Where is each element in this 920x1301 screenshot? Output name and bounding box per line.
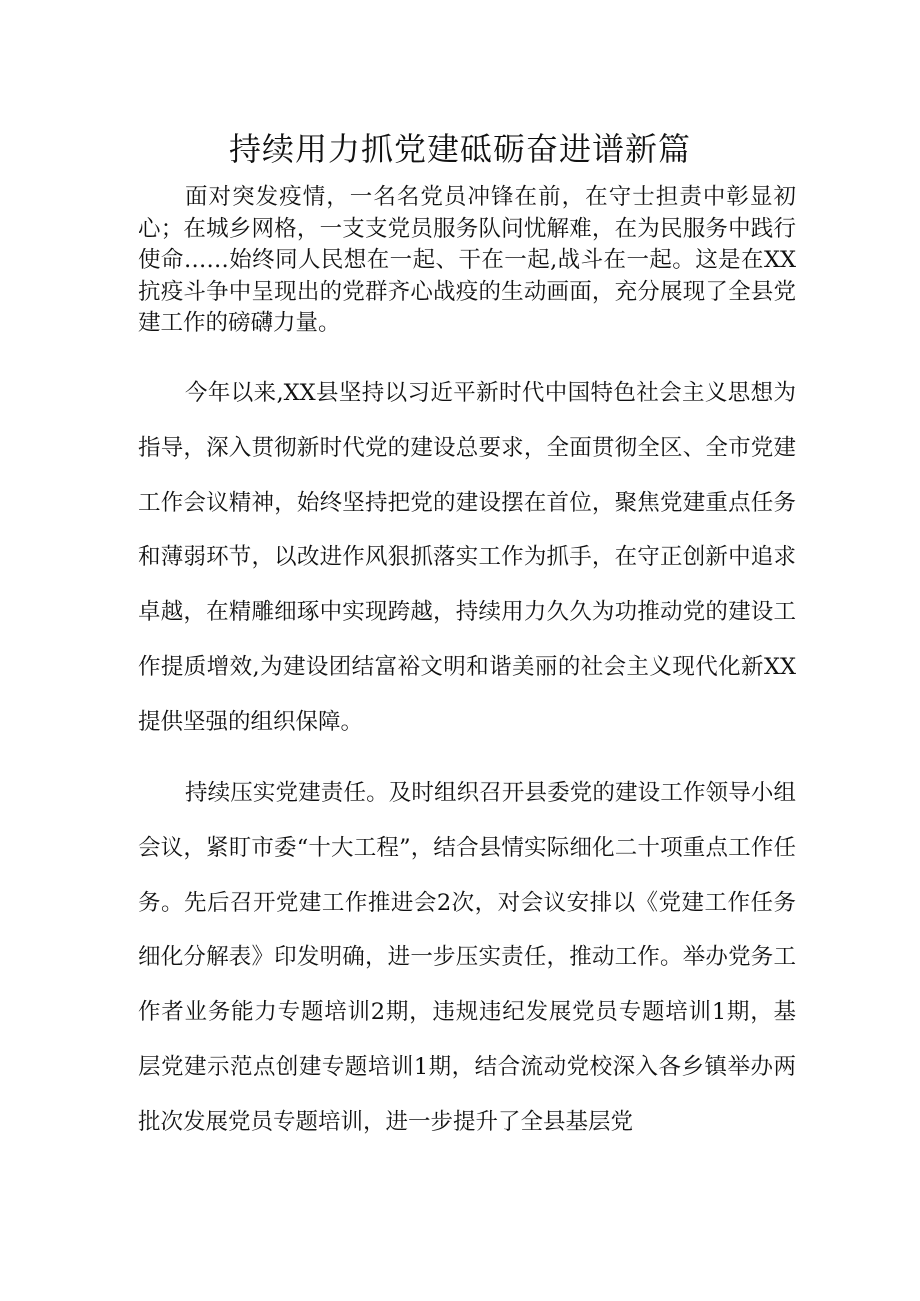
paragraph-responsibility: 持续压实党建责任。及时组织召开县委党的建设工作领导小组会议，紧盯市委“十大工程”，结合县情实际细化二十项重点工作任务。先后召开党建工作推进会2次，对会议安排以《党建工作任务细化分解表》印发明确，进一步压实责任，推动工作。举办党务工作者业务能力专题培训2期，违规违纪发展党员专题培训1期，基层党建示范点创建专题培训1期，结合流动党校深入各乡镇举办两批次发展党员专题培训，进一步提升了全县基层党: [138, 780, 796, 1135]
paragraph-intro: 面对突发疫情，一名名党员冲锋在前，在守士担责中彰显初心；在城乡网格，一支支党员服务队问忧解难，在为民服务中践行使命……始终同人民想在一起、干在一起,战斗在一起。这是在XX抗疫斗争中呈现出的党群齐心战疫的生动画面，充分展现了全县党建工作的磅礴力量。: [138, 184, 796, 337]
paragraph-overview: 今年以来,XX县坚持以习近平新时代中国特色社会主义思想为指导，深入贯彻新时代党的建设总要求，全面贯彻全区、全市党建工作会议精神，始终坚持把党的建设摆在首位，聚焦党建重点任务和薄弱环节，以改进作风狠抓落实工作为抓手，在守正创新中追求卓越，在精雕细琢中实现跨越，持续用力久久为功推动党的建设工作提质增效,为建设团结富裕文明和谐美丽的社会主义现代化新XX提供坚强的组织保障。: [138, 380, 796, 735]
document-title: 持续用力抓党建砥砺奋进谱新篇: [228, 130, 691, 168]
